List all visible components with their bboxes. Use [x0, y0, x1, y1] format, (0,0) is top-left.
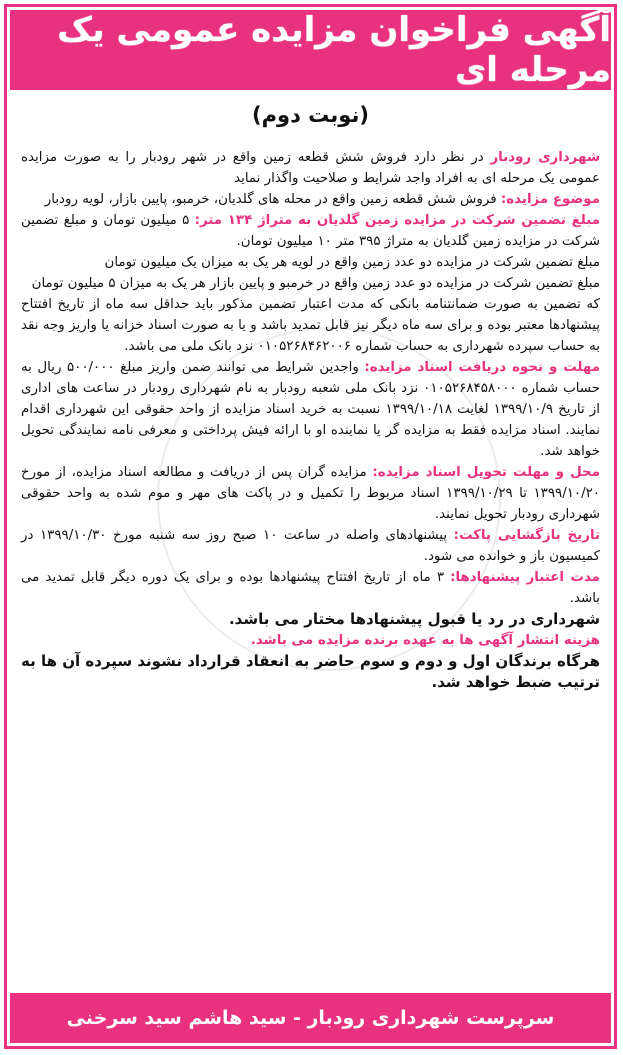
documents-text: واجدین شرایط می توانند ضمن واریز مبلغ ۵۰۰/۰۰۰ ریال به حساب شماره ۰۱۰۵۲۶۸۴۵۸۰۰۰ نزد بانک ملی شعبه رودبار به نام شهرداری رودبار در ساعت های اداری از تاریخ ۱۳۹۹/۱۰/۹ لغایت ۱۳۹۹/۱۰/۱۸ نسبت به خرید اسناد مزایده از واحد حقوقی این شهرداری اقدام نمایند. اسناد مزایده فقط به مزایده گر یا نماینده او با ارائه فیش پرداختی و معرفی نامه نمایندگی تحویل خواهد شد. — [21, 360, 600, 459]
delivery-text: مزایده گران پس از دریافت و مطالعه اسناد مزایده، از مورخ ۱۳۹۹/۱۰/۲۰ تا ۱۳۹۹/۱۰/۲۹ اسناد مربوط را تکمیل و در پاکت های مهر و موم شده به واحد حقوقی شهرداری رودبار تحویل نمایند. — [21, 465, 600, 522]
announcement-sheet — [4, 4, 617, 1049]
deposit-text-1: ۵ میلیون تومان و مبلغ تضمین شرکت در مزایده زمین گلدیان به متراژ ۳۹۵ متر ۱۰ میلیون تومان. — [21, 213, 600, 249]
deposit-paragraph-4 — [21, 294, 600, 357]
subject-paragraph — [21, 189, 600, 210]
delivery-paragraph — [21, 462, 600, 525]
deposit-text-4: که تضمین به صورت ضمانتنامه بانکی که مدت اعتبار تضمین مذکور باید حداقل سه ماه از تاریخ افتتاح پیشنهادها معتبر بوده و برای سه ماه دیگر نیز قابل تمدید باشد و یا به صورت اسناد خزانه یا واریز وجه نقد به حساب سپرده شهرداری به حساب شماره ۰۱۰۵۲۶۸۴۶۲۰۰۶ نزد بانک ملی می باشد. — [21, 297, 600, 354]
signature-text: سرپرست شهرداری رودبار - سید هاشم سید سرخنی — [66, 1007, 555, 1029]
signature-banner — [10, 993, 611, 1043]
validity-text: ۳ ماه از تاریخ افتتاح پیشنهادها بوده و برای یک دوره دیگر قابل تمدید می باشد. — [21, 570, 600, 606]
validity-label: مدت اعتبار پیشنهادها: — [450, 570, 600, 585]
subject-label: موضوع مزایده: — [500, 192, 600, 207]
deposit-text-3: مبلغ تضمین شرکت در مزایده دو عدد زمین واقع در خرمبو و پایین بازار هر یک به میزان ۵ میلیون تومان — [31, 276, 600, 291]
deposit-text-2: مبلغ تضمین شرکت در مزایده دو عدد زمین واقع در لویه هر یک به میزان یک میلیون تومان — [104, 255, 600, 270]
documents-paragraph — [21, 357, 600, 462]
note-2: هزینه انتشار آگهی ها به عهده برنده مزایده می باشد. — [250, 633, 600, 648]
opening-text: پیشنهادهای واصله در ساعت ۱۰ صبح روز سه شنبه مورخ ۱۳۹۹/۱۰/۳۰ در کمیسیون باز و خوانده می شود. — [21, 528, 600, 564]
title-banner — [10, 10, 611, 90]
opening-label: تاریخ بازگشایی پاکت: — [453, 528, 601, 543]
page-subtitle: (نوبت دوم) — [252, 103, 369, 127]
intro-paragraph — [21, 147, 600, 189]
note-1: شهرداری در رد یا قبول پیشنهادها مختار می باشد. — [228, 610, 600, 628]
intro-text: در نظر دارد فروش شش قطعه زمین واقع در شهر رودبار را به صورت مزایده عمومی یک مرحله ای به افراد واجد شرایط و صلاحیت واگذار نماید — [21, 150, 600, 186]
note-3: هرگاه برندگان اول و دوم و سوم حاضر به انعقاد قرارداد نشوند سپرده آن ها به ترتیب ضبط خواهد شد. — [21, 652, 600, 691]
subject-text: فروش شش قطعه زمین واقع در محله های گلدیان، خرمبو، پایین بازار، لویه رودبار — [44, 192, 497, 207]
deposit-paragraph-2 — [21, 252, 600, 273]
opening-paragraph — [21, 525, 600, 567]
delivery-label: محل و مهلت تحویل اسناد مزایده: — [372, 465, 600, 480]
deposit-paragraph-3 — [21, 273, 600, 294]
intro-org: شهرداری رودبار — [490, 150, 601, 165]
validity-paragraph — [21, 567, 600, 609]
page-title: آگهی فراخوان مزایده عمومی یک مرحله ای — [57, 10, 611, 90]
deposit-paragraph — [21, 210, 600, 252]
announcement-body — [21, 147, 600, 693]
documents-label: مهلت و نحوه دریافت اسناد مزایده: — [364, 360, 600, 375]
deposit-label: مبلغ تضمین شرکت در مزایده زمین گلدیان به متراژ ۱۳۴ متر: — [194, 213, 600, 228]
